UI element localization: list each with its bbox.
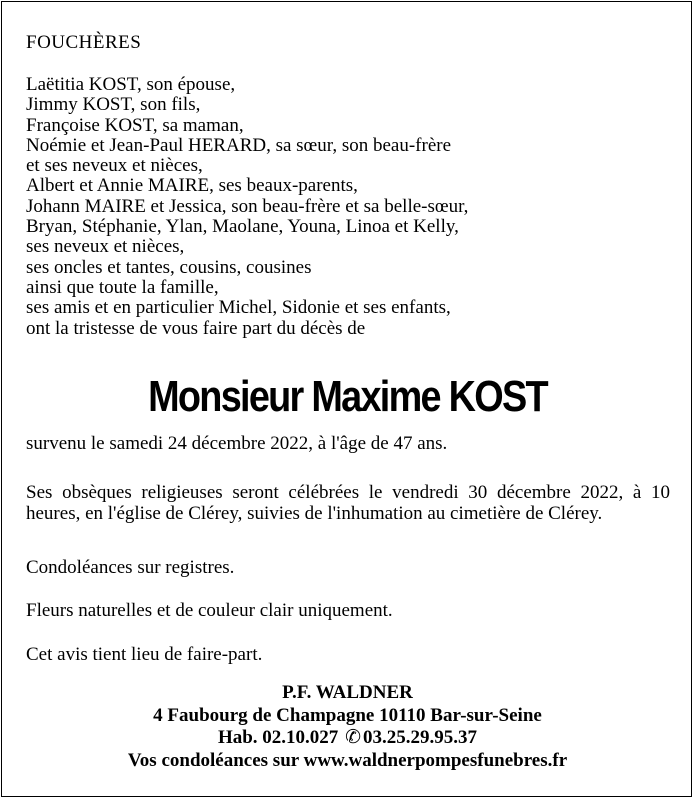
family-line: ses amis et en particulier Michel, Sidonie et ses enfants, [26, 297, 451, 319]
family-list [26, 75, 468, 339]
family-line: ses oncles et tantes, cousins, cousines [26, 256, 312, 278]
funeral-home-contact [0, 727, 695, 750]
family-line: ont la tristesse de vous faire part du décès de [26, 317, 366, 339]
funeral-home-phone: 03.25.29.95.37 [363, 727, 478, 748]
family-line: Albert et Annie MAIRE, ses beaux-parents, [26, 175, 358, 197]
phone-icon: ✆ [345, 727, 361, 748]
family-line: Bryan, Stéphanie, Ylan, Maolane, Youna, Linoa et Kelly, [26, 216, 459, 238]
family-line: Françoise KOST, sa maman, [26, 114, 244, 136]
flowers-note: Fleurs naturelles et de couleur clair uniquement. [26, 600, 393, 621]
funeral-home-address: 4 Faubourg de Champagne 10110 Bar-sur-Seine [153, 704, 542, 726]
family-line: Jimmy KOST, son fils, [26, 94, 201, 116]
funeral-home-name: P.F. WALDNER [282, 682, 413, 703]
family-line: Johann MAIRE et Jessica, son beau-frère et sa belle-sœur, [26, 195, 469, 217]
notice-note: Cet avis tient lieu de faire-part. [26, 644, 263, 665]
family-line: ses neveux et nièces, [26, 236, 185, 258]
passing-info: survenu le samedi 24 décembre 2022, à l'âge de 47 ans. [26, 433, 448, 454]
condolences-note: Condoléances sur registres. [26, 557, 235, 578]
town-heading: FOUCHÈRES [26, 32, 142, 53]
funeral-home-block [0, 682, 695, 772]
funeral-info: Ses obsèques religieuses seront célébrées le vendredi 30 décembre 2022, à 10 heures, en l'église de Clérey, suivies de l'inhumation au cimetière de Clérey. [26, 482, 670, 524]
family-line: Noémie et Jean-Paul HERARD, sa sœur, son beau-frère [26, 134, 452, 156]
family-line: Laëtitia KOST, son épouse, [26, 74, 236, 95]
deceased-name: Monsieur Maxime KOST [148, 372, 547, 421]
funeral-home-web: Vos condoléances sur www.waldnerpompesfunebres.fr [127, 749, 568, 771]
family-line: et ses neveux et nièces, [26, 155, 203, 177]
funeral-home-hab: Hab. 02.10.027 [217, 727, 339, 748]
family-line: ainsi que toute la famille, [26, 276, 219, 298]
